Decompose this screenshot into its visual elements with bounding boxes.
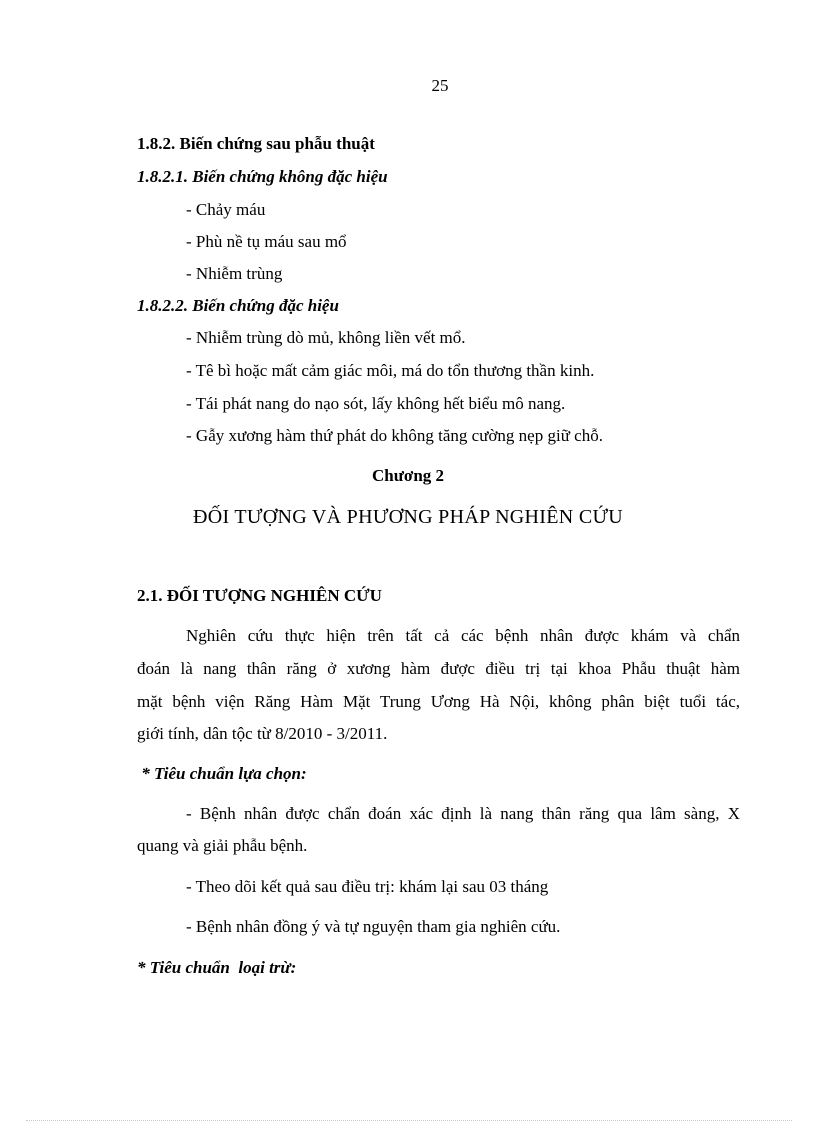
list-item: - Phù nề tụ máu sau mổ — [186, 232, 347, 251]
page-number: 25 — [431, 76, 449, 95]
paragraph-line: giới tính, dân tộc từ 8/2010 - 3/2011. — [137, 724, 388, 743]
inclusion-criteria-heading: * Tiêu chuẩn lựa chọn: — [137, 764, 307, 783]
list-item: - Bệnh nhân được chẩn đoán xác định là nang thân răng qua lâm sàng, X — [186, 804, 740, 823]
list-item: - Tái phát nang do nạo sót, lấy không hết biểu mô nang. — [186, 394, 566, 413]
paragraph-line: đoán là nang thân răng ở xương hàm được điều trị tại khoa Phẫu thuật hàm — [137, 659, 740, 678]
list-item-continuation: quang và giải phẫu bệnh. — [137, 836, 308, 855]
section-heading-2-1: 2.1. ĐỐI TƯỢNG NGHIÊN CỨU — [137, 586, 382, 605]
list-item: - Nhiễm trùng — [186, 264, 283, 283]
list-item: - Chảy máu — [186, 200, 266, 219]
exclusion-criteria-heading: * Tiêu chuẩn loại trừ: — [137, 958, 297, 977]
subsection-heading-1-8-2-2: 1.8.2.2. Biến chứng đặc hiệu — [137, 296, 339, 315]
chapter-label: Chương 2 — [371, 466, 445, 485]
section-heading-1-8-2: 1.8.2. Biến chứng sau phẫu thuật — [137, 134, 375, 153]
subsection-heading-1-8-2-1: 1.8.2.1. Biến chứng không đặc hiệu — [137, 167, 388, 186]
chapter-title: ĐỐI TƯỢNG VÀ PHƯƠNG PHÁP NGHIÊN CỨU — [192, 506, 624, 528]
list-item: - Tê bì hoặc mất cảm giác môi, má do tổn thương thần kinh. — [186, 361, 595, 380]
list-item: - Theo dõi kết quả sau điều trị: khám lại sau 03 tháng — [186, 877, 549, 896]
list-item: - Gẫy xương hàm thứ phát do không tăng cường nẹp giữ chỗ. — [186, 426, 603, 445]
list-item: - Nhiễm trùng dò mủ, không liền vết mổ. — [186, 328, 466, 347]
paragraph-line: mặt bệnh viện Răng Hàm Mặt Trung Ương Hà Nội, không phân biệt tuổi tác, — [137, 692, 740, 711]
list-item: - Bệnh nhân đồng ý và tự nguyện tham gia nghiên cứu. — [186, 917, 561, 936]
page-bottom-rule — [26, 1120, 792, 1121]
paragraph-line: Nghiên cứu thực hiện trên tất cả các bệnh nhân được khám và chẩn — [186, 626, 740, 645]
